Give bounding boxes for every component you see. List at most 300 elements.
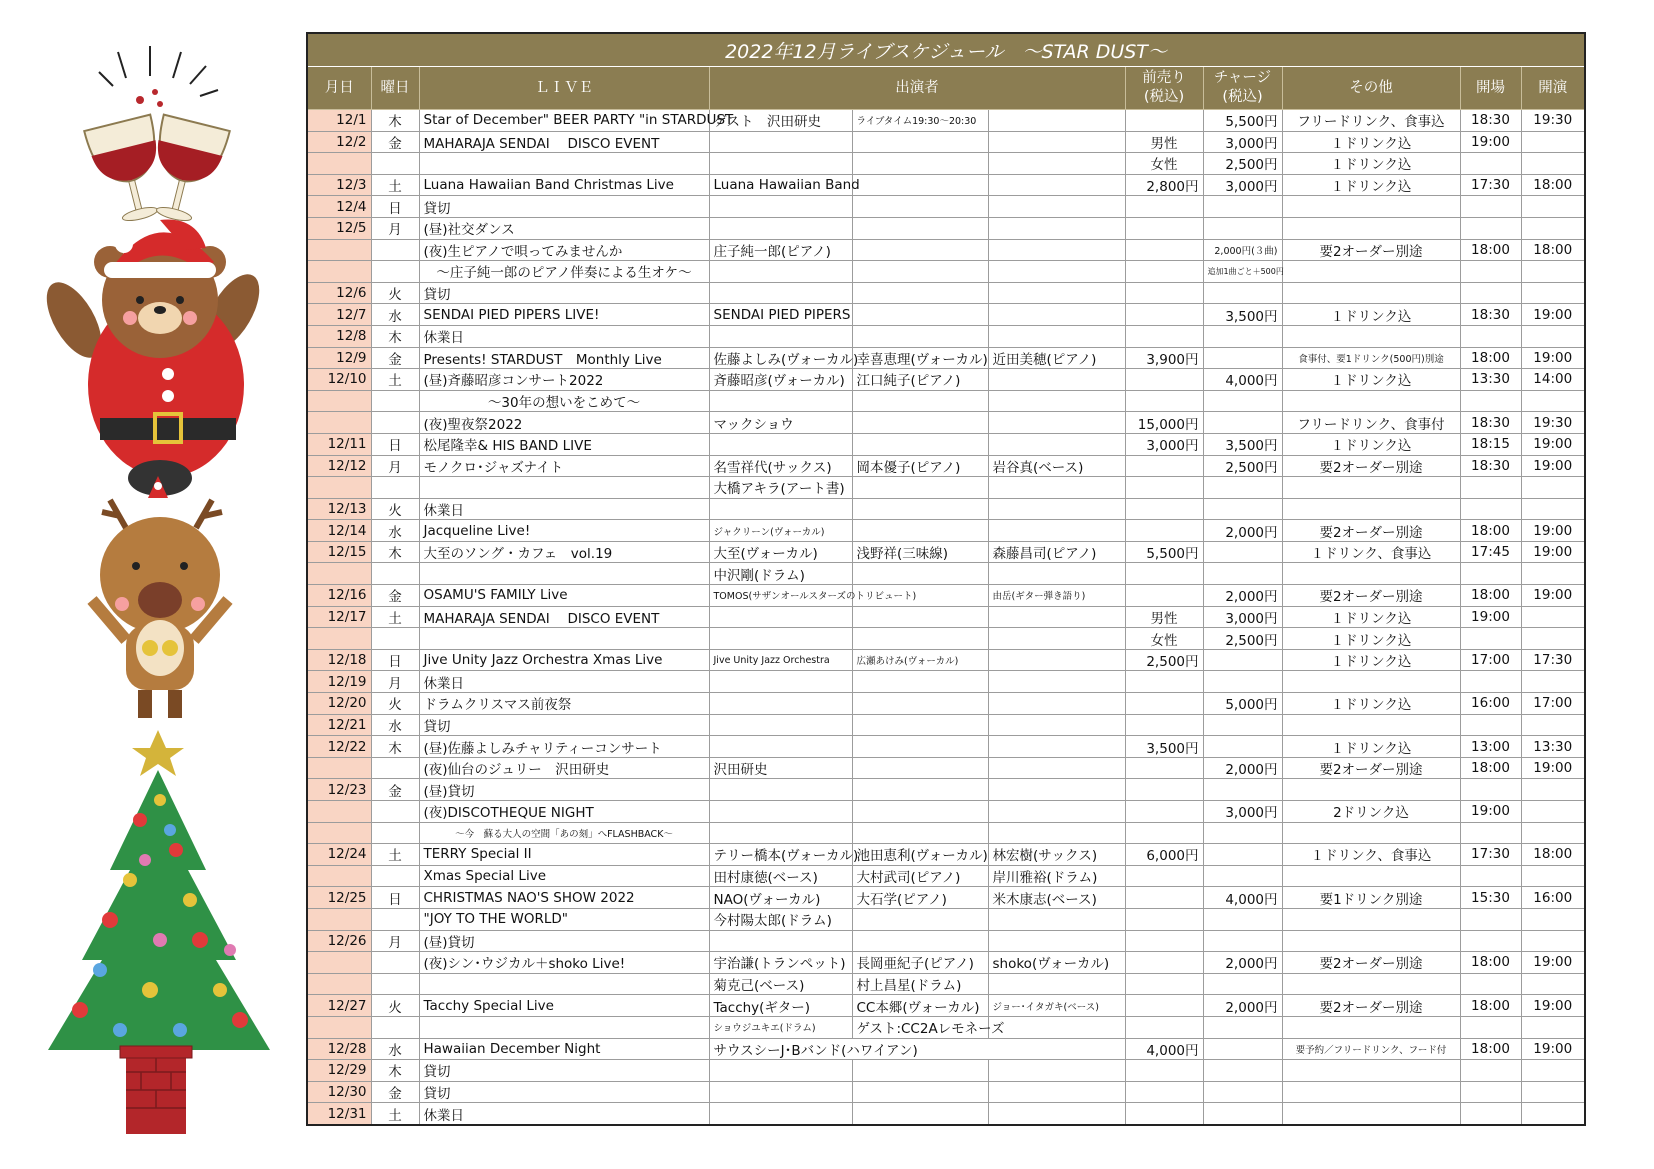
- performer-cell: [709, 390, 852, 412]
- charge-cell: 2,000円(３曲): [1203, 239, 1282, 261]
- open-time-cell: [1460, 217, 1521, 239]
- schedule-row: [307, 325, 1585, 347]
- header-other: その他: [1282, 67, 1460, 110]
- performer-cell: [852, 779, 988, 801]
- open-time-cell: 18:15: [1460, 433, 1521, 455]
- open-time-cell: 18:30: [1460, 412, 1521, 434]
- performer-cell: [988, 908, 1125, 930]
- performer-cell: CC本郷(ヴォーカル): [852, 995, 988, 1017]
- schedule-row: [307, 930, 1585, 952]
- weekday-cell: [371, 239, 419, 261]
- performer-cell: 中沢剛(ドラム): [709, 563, 852, 585]
- advance-price-cell: [1125, 693, 1203, 715]
- performer-cell: 田村康徳(ベース): [709, 865, 852, 887]
- date-cell: 12/21: [307, 714, 371, 736]
- live-title-cell: 貸切: [419, 1060, 709, 1082]
- performer-cell: ジャクリーン(ヴォーカル): [709, 520, 852, 542]
- performer-cell: 斉藤昭彦(ヴォーカル): [709, 369, 852, 391]
- other-info-cell: [1282, 217, 1460, 239]
- weekday-cell: 月: [371, 930, 419, 952]
- schedule-row: [307, 369, 1585, 391]
- advance-price-cell: [1125, 801, 1203, 823]
- open-time-cell: [1460, 628, 1521, 650]
- start-time-cell: [1521, 865, 1585, 887]
- weekday-cell: 木: [371, 541, 419, 563]
- weekday-cell: 土: [371, 1103, 419, 1125]
- open-time-cell: [1460, 390, 1521, 412]
- schedule-row: [307, 736, 1585, 758]
- schedule-row: [307, 433, 1585, 455]
- performer-cell: [988, 217, 1125, 239]
- start-time-cell: 19:30: [1521, 110, 1585, 132]
- performer-cell: SENDAI PIED PIPERS: [709, 304, 852, 326]
- open-time-cell: 18:00: [1460, 520, 1521, 542]
- schedule-row: [307, 390, 1585, 412]
- open-time-cell: 18:00: [1460, 757, 1521, 779]
- start-time-cell: 19:00: [1521, 433, 1585, 455]
- start-time-cell: [1521, 930, 1585, 952]
- weekday-cell: [371, 973, 419, 995]
- schedule-row: [307, 865, 1585, 887]
- advance-price-cell: [1125, 714, 1203, 736]
- performer-cell: [852, 433, 988, 455]
- performer-cell: [988, 736, 1125, 758]
- performer-cell: 名雪祥代(サックス): [709, 455, 852, 477]
- other-info-cell: [1282, 282, 1460, 304]
- date-cell: 12/2: [307, 131, 371, 153]
- open-time-cell: 18:30: [1460, 304, 1521, 326]
- weekday-cell: 木: [371, 1060, 419, 1082]
- charge-cell: [1203, 390, 1282, 412]
- weekday-cell: 木: [371, 110, 419, 132]
- performer-cell: 村上昌星(ドラム): [852, 973, 988, 995]
- header-charge: チャージ (税込): [1203, 67, 1282, 110]
- charge-cell: [1203, 736, 1282, 758]
- weekday-cell: [371, 908, 419, 930]
- performer-cell: [852, 693, 988, 715]
- performer-cell: [988, 671, 1125, 693]
- performer-cell: 広瀬あけみ(ヴォーカル): [852, 649, 988, 671]
- start-time-cell: [1521, 131, 1585, 153]
- date-cell: 12/20: [307, 693, 371, 715]
- advance-price-cell: 女性: [1125, 628, 1203, 650]
- schedule-row: [307, 585, 1585, 607]
- date-cell: [307, 412, 371, 434]
- advance-price-cell: [1125, 671, 1203, 693]
- live-title-cell: Jacqueline Live!: [419, 520, 709, 542]
- date-cell: 12/1: [307, 110, 371, 132]
- performer-cell: [988, 282, 1125, 304]
- advance-price-cell: [1125, 585, 1203, 607]
- other-info-cell: [1282, 671, 1460, 693]
- performer-cell: [988, 520, 1125, 542]
- weekday-cell: [371, 1016, 419, 1038]
- live-title-cell: Jive Unity Jazz Orchestra Xmas Live: [419, 649, 709, 671]
- performer-cell: [852, 736, 988, 758]
- charge-cell: [1203, 347, 1282, 369]
- live-title-cell: OSAMU'S FAMILY Live: [419, 585, 709, 607]
- live-title-cell: (夜)シン･ウジカル＋shoko Live!: [419, 952, 709, 974]
- start-time-cell: 14:00: [1521, 369, 1585, 391]
- other-info-cell: [1282, 261, 1460, 283]
- charge-cell: [1203, 865, 1282, 887]
- header-start: 開演: [1521, 67, 1585, 110]
- live-title-cell: (昼)佐藤よしみチャリティーコンサート: [419, 736, 709, 758]
- advance-price-cell: [1125, 325, 1203, 347]
- live-title-cell: 貸切: [419, 282, 709, 304]
- charge-cell: [1203, 325, 1282, 347]
- start-time-cell: 16:00: [1521, 887, 1585, 909]
- other-info-cell: 2ドリンク込: [1282, 801, 1460, 823]
- other-info-cell: １ドリンク込: [1282, 174, 1460, 196]
- charge-cell: [1203, 844, 1282, 866]
- start-time-cell: [1521, 1103, 1585, 1125]
- schedule-row: [307, 1060, 1585, 1082]
- live-title-cell: ～庄子純一郎のピアノ伴奏による生オケ～: [419, 261, 709, 283]
- date-cell: 12/25: [307, 887, 371, 909]
- date-cell: 12/27: [307, 995, 371, 1017]
- start-time-cell: [1521, 498, 1585, 520]
- schedule-row: [307, 908, 1585, 930]
- open-time-cell: [1460, 671, 1521, 693]
- live-title-cell: [419, 153, 709, 175]
- date-cell: [307, 801, 371, 823]
- schedule-row: [307, 1038, 1585, 1060]
- other-info-cell: 要予約／フリードリンク、フード付: [1282, 1038, 1460, 1060]
- date-cell: 12/14: [307, 520, 371, 542]
- live-title-cell: Xmas Special Live: [419, 865, 709, 887]
- performer-cell: [988, 110, 1125, 132]
- date-cell: 12/23: [307, 779, 371, 801]
- charge-cell: 2,000円: [1203, 520, 1282, 542]
- performer-cell: [852, 131, 988, 153]
- schedule-row: [307, 498, 1585, 520]
- other-info-cell: [1282, 498, 1460, 520]
- christmas-tree-icon: [48, 730, 270, 1134]
- live-title-cell: SENDAI PIED PIPERS LIVE!: [419, 304, 709, 326]
- date-cell: [307, 1016, 371, 1038]
- open-time-cell: 18:30: [1460, 110, 1521, 132]
- header-row: [307, 67, 1585, 110]
- charge-cell: 2,500円: [1203, 153, 1282, 175]
- performer-cell: [852, 606, 988, 628]
- advance-price-cell: [1125, 952, 1203, 974]
- performer-cell: shoko(ヴォーカル): [988, 952, 1125, 974]
- weekday-cell: 土: [371, 844, 419, 866]
- santa-bear-icon: [36, 220, 271, 496]
- other-info-cell: [1282, 390, 1460, 412]
- date-cell: 12/19: [307, 671, 371, 693]
- performer-cell: 宇治謙(トランペット): [709, 952, 852, 974]
- other-info-cell: １ドリンク込: [1282, 606, 1460, 628]
- live-title-cell: CHRISTMAS NAO'S SHOW 2022: [419, 887, 709, 909]
- performer-cell: [988, 563, 1125, 585]
- advance-price-cell: [1125, 110, 1203, 132]
- open-time-cell: [1460, 908, 1521, 930]
- advance-price-cell: [1125, 822, 1203, 844]
- date-cell: [307, 757, 371, 779]
- performer-cell: [709, 671, 852, 693]
- charge-cell: [1203, 973, 1282, 995]
- charge-cell: 2,000円: [1203, 995, 1282, 1017]
- open-time-cell: [1460, 325, 1521, 347]
- advance-price-cell: 3,000円: [1125, 433, 1203, 455]
- performer-cell: [709, 801, 852, 823]
- schedule-row: [307, 649, 1585, 671]
- start-time-cell: 19:00: [1521, 1038, 1585, 1060]
- other-info-cell: 要2オーダー別途: [1282, 585, 1460, 607]
- date-cell: 12/26: [307, 930, 371, 952]
- advance-price-cell: [1125, 1103, 1203, 1125]
- advance-price-cell: [1125, 477, 1203, 499]
- performer-cell: [988, 369, 1125, 391]
- weekday-cell: 月: [371, 671, 419, 693]
- schedule-row: [307, 131, 1585, 153]
- performer-cell: [709, 433, 852, 455]
- performer-cell: [709, 628, 852, 650]
- weekday-cell: [371, 153, 419, 175]
- start-time-cell: 18:00: [1521, 239, 1585, 261]
- live-title-cell: Tacchy Special Live: [419, 995, 709, 1017]
- performer-cell: [709, 606, 852, 628]
- schedule-row: [307, 693, 1585, 715]
- performer-cell: [852, 563, 988, 585]
- weekday-cell: 木: [371, 736, 419, 758]
- performer-cell: [988, 628, 1125, 650]
- date-cell: [307, 153, 371, 175]
- open-time-cell: [1460, 498, 1521, 520]
- performer-cell: [852, 282, 988, 304]
- other-info-cell: １ドリンク込: [1282, 628, 1460, 650]
- other-info-cell: １ドリンク、食事込: [1282, 541, 1460, 563]
- open-time-cell: 19:00: [1460, 131, 1521, 153]
- performer-cell: [852, 196, 988, 218]
- performer-cell: [852, 477, 988, 499]
- other-info-cell: 要2オーダー別途: [1282, 239, 1460, 261]
- weekday-cell: 水: [371, 714, 419, 736]
- weekday-cell: [371, 822, 419, 844]
- charge-cell: [1203, 541, 1282, 563]
- other-info-cell: [1282, 1016, 1460, 1038]
- start-time-cell: [1521, 196, 1585, 218]
- performer-cell: [988, 693, 1125, 715]
- weekday-cell: 金: [371, 779, 419, 801]
- live-title-cell: [419, 477, 709, 499]
- open-time-cell: 16:00: [1460, 693, 1521, 715]
- live-title-cell: Luana Hawaiian Band Christmas Live: [419, 174, 709, 196]
- start-time-cell: [1521, 282, 1585, 304]
- performer-cell: 岡本優子(ピアノ): [852, 455, 988, 477]
- live-title-cell: (夜)生ピアノで唄ってみませんか: [419, 239, 709, 261]
- other-info-cell: １ドリンク込: [1282, 369, 1460, 391]
- performer-cell: [988, 930, 1125, 952]
- live-title-cell: 松尾隆幸& HIS BAND LIVE: [419, 433, 709, 455]
- date-cell: 12/29: [307, 1060, 371, 1082]
- live-title-cell: モノクロ･ジャズナイト: [419, 455, 709, 477]
- performer-cell: [709, 498, 852, 520]
- date-cell: [307, 908, 371, 930]
- open-time-cell: 19:00: [1460, 801, 1521, 823]
- open-time-cell: 15:30: [1460, 887, 1521, 909]
- charge-cell: [1203, 1016, 1282, 1038]
- performer-cell: [988, 1103, 1125, 1125]
- weekday-cell: 月: [371, 455, 419, 477]
- other-info-cell: １ドリンク込: [1282, 693, 1460, 715]
- live-title-cell: MAHARAJA SENDAI DISCO EVENT: [419, 606, 709, 628]
- start-time-cell: 19:00: [1521, 520, 1585, 542]
- charge-cell: 3,000円: [1203, 174, 1282, 196]
- weekday-cell: 日: [371, 196, 419, 218]
- performer-cell: [709, 196, 852, 218]
- weekday-cell: 金: [371, 585, 419, 607]
- header-dow: 曜日: [371, 67, 419, 110]
- open-time-cell: [1460, 779, 1521, 801]
- weekday-cell: 火: [371, 693, 419, 715]
- performer-cell: [852, 908, 988, 930]
- start-time-cell: 19:00: [1521, 757, 1585, 779]
- performer-cell: 江口純子(ピアノ): [852, 369, 988, 391]
- open-time-cell: [1460, 822, 1521, 844]
- performer-cell: [709, 1060, 852, 1082]
- date-cell: 12/5: [307, 217, 371, 239]
- live-title-cell: 休業日: [419, 325, 709, 347]
- start-time-cell: [1521, 973, 1585, 995]
- live-title-cell: Presents! STARDUST Monthly Live: [419, 347, 709, 369]
- advance-price-cell: 4,000円: [1125, 1038, 1203, 1060]
- charge-cell: [1203, 1103, 1282, 1125]
- performer-cell: [709, 131, 852, 153]
- schedule-row: [307, 412, 1585, 434]
- other-info-cell: [1282, 1081, 1460, 1103]
- weekday-cell: [371, 757, 419, 779]
- date-cell: [307, 865, 371, 887]
- performer-cell: [988, 1060, 1125, 1082]
- open-time-cell: 17:30: [1460, 174, 1521, 196]
- other-info-cell: [1282, 477, 1460, 499]
- schedule-row: [307, 822, 1585, 844]
- performer-cell: 岸川雅裕(ドラム): [988, 865, 1125, 887]
- schedule-row: [307, 779, 1585, 801]
- performer-cell: [709, 736, 852, 758]
- performer-cell: [852, 304, 988, 326]
- start-time-cell: 19:00: [1521, 347, 1585, 369]
- performer-cell: 大村武司(ピアノ): [852, 865, 988, 887]
- date-cell: 12/3: [307, 174, 371, 196]
- performer-cell: 庄子純一郎(ピアノ): [709, 239, 852, 261]
- weekday-cell: [371, 477, 419, 499]
- date-cell: 12/7: [307, 304, 371, 326]
- advance-price-cell: [1125, 1060, 1203, 1082]
- start-time-cell: 19:00: [1521, 952, 1585, 974]
- advance-price-cell: [1125, 779, 1203, 801]
- charge-cell: [1203, 563, 1282, 585]
- schedule-row: [307, 887, 1585, 909]
- live-title-cell: [419, 563, 709, 585]
- performer-cell: Jive Unity Jazz Orchestra: [709, 649, 852, 671]
- performer-cell: [852, 412, 988, 434]
- start-time-cell: 19:00: [1521, 304, 1585, 326]
- schedule-row: [307, 110, 1585, 132]
- advance-price-cell: [1125, 887, 1203, 909]
- start-time-cell: 19:00: [1521, 541, 1585, 563]
- schedule-row: [307, 714, 1585, 736]
- schedule-row: [307, 304, 1585, 326]
- performer-cell: 長岡亜紀子(ピアノ): [852, 952, 988, 974]
- open-time-cell: 17:00: [1460, 649, 1521, 671]
- performer-cell: [852, 757, 988, 779]
- date-cell: 12/22: [307, 736, 371, 758]
- advance-price-cell: [1125, 757, 1203, 779]
- performer-cell: [988, 412, 1125, 434]
- open-time-cell: 19:00: [1460, 606, 1521, 628]
- schedule-row: [307, 541, 1585, 563]
- other-info-cell: 食事付、要1ドリンク(500円)別途: [1282, 347, 1460, 369]
- charge-cell: [1203, 282, 1282, 304]
- performer-cell: 岩谷真(ベース): [988, 455, 1125, 477]
- charge-cell: 3,500円: [1203, 433, 1282, 455]
- charge-cell: [1203, 412, 1282, 434]
- live-title-cell: [419, 973, 709, 995]
- performer-cell: [988, 174, 1125, 196]
- other-info-cell: [1282, 714, 1460, 736]
- advance-price-cell: [1125, 455, 1203, 477]
- advance-price-cell: [1125, 261, 1203, 283]
- open-time-cell: [1460, 973, 1521, 995]
- charge-cell: [1203, 477, 1282, 499]
- live-title-cell: MAHARAJA SENDAI DISCO EVENT: [419, 131, 709, 153]
- other-info-cell: [1282, 196, 1460, 218]
- performer-cell: [852, 390, 988, 412]
- weekday-cell: [371, 628, 419, 650]
- weekday-cell: 火: [371, 995, 419, 1017]
- open-time-cell: 18:00: [1460, 995, 1521, 1017]
- performer-cell: マックショウ: [709, 412, 852, 434]
- start-time-cell: [1521, 908, 1585, 930]
- date-cell: 12/24: [307, 844, 371, 866]
- advance-price-cell: [1125, 369, 1203, 391]
- schedule-row: [307, 153, 1585, 175]
- charge-cell: [1203, 714, 1282, 736]
- schedule-row: [307, 973, 1585, 995]
- header-date: 月日: [307, 67, 371, 110]
- weekday-cell: [371, 390, 419, 412]
- performer-cell: [709, 261, 852, 283]
- date-cell: [307, 261, 371, 283]
- performer-cell: [852, 714, 988, 736]
- other-info-cell: １ドリンク込: [1282, 649, 1460, 671]
- performer-cell: [852, 217, 988, 239]
- advance-price-cell: [1125, 239, 1203, 261]
- open-time-cell: [1460, 261, 1521, 283]
- performer-cell: [988, 973, 1125, 995]
- live-title-cell: 休業日: [419, 498, 709, 520]
- other-info-cell: 要1ドリンク別途: [1282, 887, 1460, 909]
- charge-cell: [1203, 196, 1282, 218]
- open-time-cell: [1460, 1060, 1521, 1082]
- other-info-cell: １ドリンク、食事込: [1282, 844, 1460, 866]
- charge-cell: [1203, 649, 1282, 671]
- start-time-cell: [1521, 822, 1585, 844]
- live-title-cell: (昼)社交ダンス: [419, 217, 709, 239]
- live-title-cell: (夜)仙台のジュリー 沢田研史: [419, 757, 709, 779]
- open-time-cell: [1460, 1081, 1521, 1103]
- weekday-cell: 水: [371, 520, 419, 542]
- performer-cell: [709, 693, 852, 715]
- weekday-cell: 火: [371, 282, 419, 304]
- performer-cell: [852, 930, 988, 952]
- other-info-cell: １ドリンク込: [1282, 736, 1460, 758]
- performer-cell: 佐藤よしみ(ヴォーカル): [709, 347, 852, 369]
